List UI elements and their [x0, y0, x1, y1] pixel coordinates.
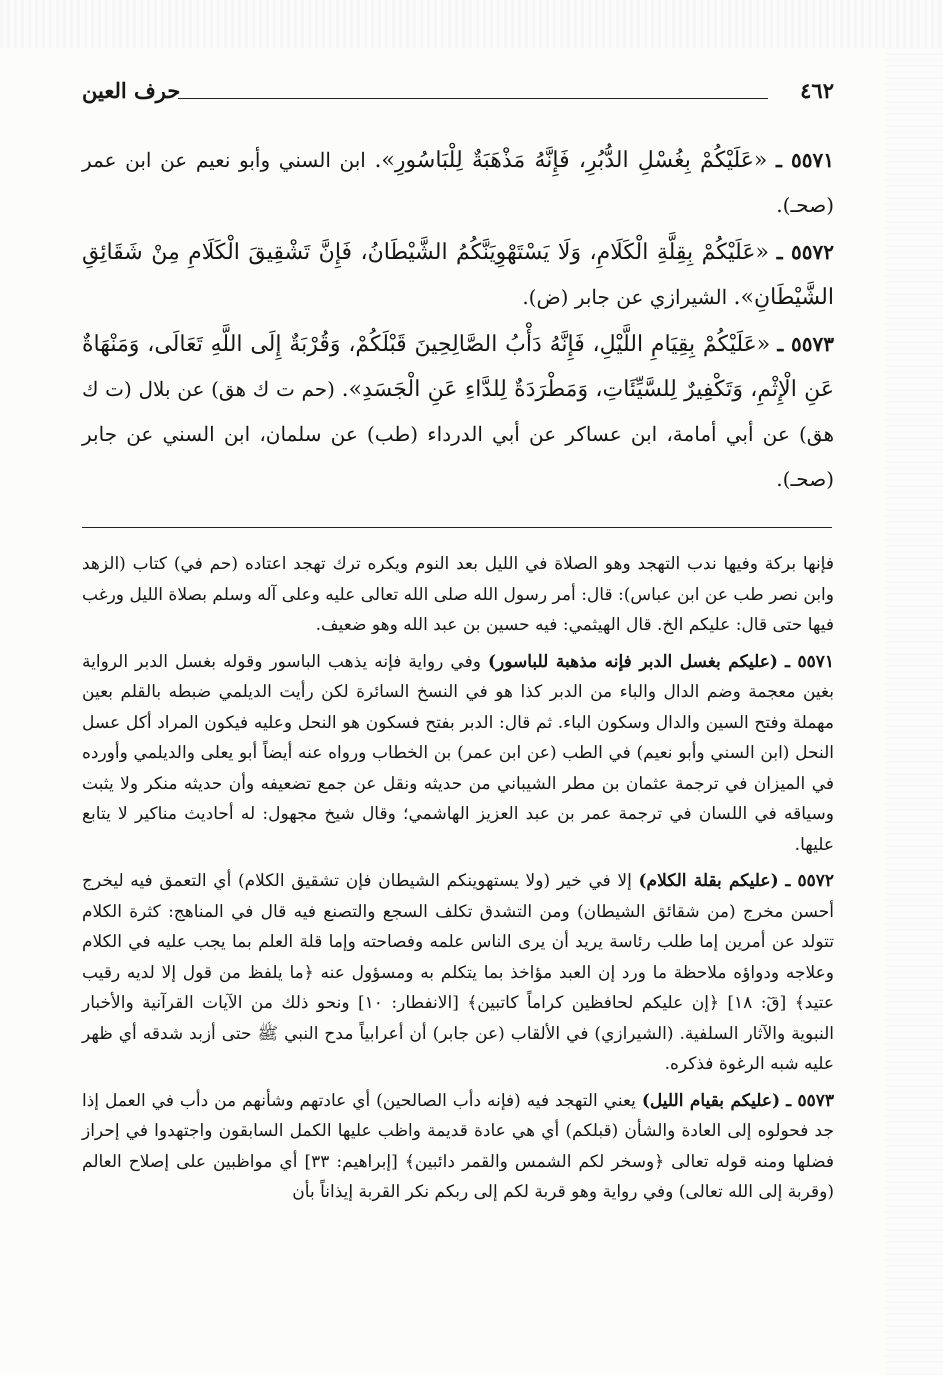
hadith-number: ٥٥٧٣ ـ: [777, 332, 835, 356]
hadith-source: ابن السني وأبو نعيم عن ابن عمر (صحـ).: [82, 148, 834, 217]
commentary-text: يعني التهجد فيه (فإنه دأب الصالحين) أي عادتهم وشأنهم من دأب في العمل إذا جد فحولوه إلى العادة والشأن (قبلكم) أي هي عادة قديمة واظب عليها الكمل السابقون واجتهدوا في إحراز فضلها ومنه قوله تعالى ﴿وسخر لكم الشمس والقمر دائبين﴾ [إبراهيم: ٣٣] أي مواظبين على إصلاح العالم (وقربة إلى الله تعالى) وفي رواية وهو قربة لكم إلى ربكم نكر القربة إيذاناً بأن: [82, 1090, 834, 1202]
commentary-section: [82, 549, 834, 1214]
hadith-number: ٥٥٧٢ ـ: [776, 240, 835, 264]
hadith-matn: «عَلَيْكُمْ بِقِلَّةِ الْكَلَامِ، وَلَا يَسْتَهْوِيَنَّكُمُ الشَّيْطَانُ، فَإِنَّ تَشْقِيقَ الْكَلَامِ مِنْ شَقَائِقِ الشَّيْطَانِ».: [82, 240, 834, 310]
chapter-title: حرف العين: [82, 78, 181, 103]
page-header: [82, 78, 834, 108]
commentary-lead: (عليكم بغسل الدبر فإنه مذهبة للباسور): [487, 651, 778, 672]
hadith-number: ٥٥٧١ ـ: [775, 148, 834, 172]
commentary-number: ٥٥٧١ ـ: [784, 651, 834, 672]
hadith-5571: [82, 138, 834, 228]
hadith-source: (حم ت ك هق) عن بلال (ت ك هق) عن أبي أمامة، ابن عساكر عن أبي الدرداء (طب) عن سلمان، ابن السني عن جابر (صحـ).: [82, 377, 834, 491]
commentary-lead: (عليكم بقلة الكلام): [638, 871, 779, 891]
commentary-text: إلا في خير (ولا يستهوينكم الشيطان فإن تشقيق الكلام) أي التعمق فيه ليخرج أحسن مخرج (من شقائق الشيطان) ومن التشدق تكلف السجع والتصنع فيه قال في المناهج: كثرة الكلام تتولد عن أمرين إما طلب رئاسة يريد أن يرى الناس علمه وفصاحته وإما قلة العلم بما يجب عليه في الكلام وعلاجه ودواؤه ملاحظة ما ورد إن العبد مؤاخذ بما يتكلم به ومسؤول عنه ﴿ما يلفظ من قول إلا لديه رقيب عتيد﴾ [قٓ: ١٨] ﴿إن عليكم لحافظين كراماً كاتبين﴾ [الانفطار: ١٠] ونحو ذلك من الآيات القرآنية والأخبار النبوية والآثار السلفية. (الشيرازي) في الألقاب (عن جابر) أن أعرابياً مدح النبي ﷺ حتى أزبد شدقه أي ظهر عليه شبه الرغوة فذكره.: [82, 871, 834, 1074]
commentary-text: وفي رواية فإنه يذهب الباسور وقوله بغسل الدبر الرواية بغين معجمة وضم الدال والباء من الدبر كذا هو في النسخ السائرة لكن رأيت الديلمي ضبطه بالقلم بعين مهملة وفتح السين والدال وسكون الباء. ثم قال: الدبر بفتح فسكون هو النحل وعليه فيكون المراد أكل عسل النحل (ابن السني وأبو نعيم) في الطب (عن ابن عمر) بن الخطاب ورواه عنه أيضاً أبو يعلى والديلمي وأورده في الميزان في ترجمة عثمان بن مطر الشيباني من حديثه ونقل عن جمع تضعيفه وأن حديثه منكر ولا يثبت وسياقه في اللسان في ترجمة عمر بن عبد العزيز الهاشمي؛ وقال شيخ مجهول: له أحاديث مناكير لا يتابع عليها.: [82, 651, 834, 855]
footnote-divider: [82, 527, 832, 528]
hadith-section: [82, 138, 834, 504]
scan-margin-top: [0, 0, 943, 48]
hadith-matn: «عَلَيْكُمْ بِقِيَامِ اللَّيْلِ، فَإِنَّهُ دَأْبُ الصَّالِحِينَ قَبْلَكُمْ، وَقُرْبَةٌ إِلَى اللَّهِ تَعَالَى، وَمَنْهَاةٌ عَنِ الْإِثْمِ، وَتَكْفِيرٌ لِلسَّيِّئَاتِ، وَمَطْرَدَةٌ لِلدَّاءِ عَنِ الْجَسَدِ».: [82, 332, 835, 402]
commentary-continuation: [82, 549, 834, 641]
hadith-5573: [82, 322, 834, 502]
commentary-number: ٥٥٧٣ ـ: [786, 1090, 835, 1111]
scan-margin-right: [885, 48, 943, 1375]
hadith-source: الشيرازي عن جابر (ض).: [522, 285, 734, 309]
commentary-5572: [82, 866, 834, 1080]
commentary-number: ٥٥٧٢ ـ: [785, 871, 835, 891]
commentary-5573: [82, 1086, 834, 1208]
commentary-5571: [82, 647, 834, 861]
commentary-lead: (عليكم بقيام الليل): [641, 1090, 781, 1111]
hadith-matn: «عَلَيْكُمْ بِغُسْلِ الدُّبُرِ، فَإِنَّهُ مَذْهَبَةٌ لِلْبَاسُورِ».: [374, 148, 768, 173]
hadith-5572: [82, 230, 834, 320]
page-number: ٤٦٢: [800, 78, 834, 103]
commentary-text: فإنها بركة وفيها ندب التهجد وهو الصلاة في الليل بعد النوم ويكره ترك تهجد اعتاده (حم في) كتاب (الزهد وابن نصر طب عن ابن عباس): قال: أمر رسول الله صلى الله تعالى عليه وعلى آله وسلم بصلاة الليل ورغب فيها حتى قال: عليكم الخ. قال الهيثمي: فيه حسين بن عبد الله وهو ضعيف.: [82, 554, 834, 635]
header-rule: [178, 98, 768, 99]
